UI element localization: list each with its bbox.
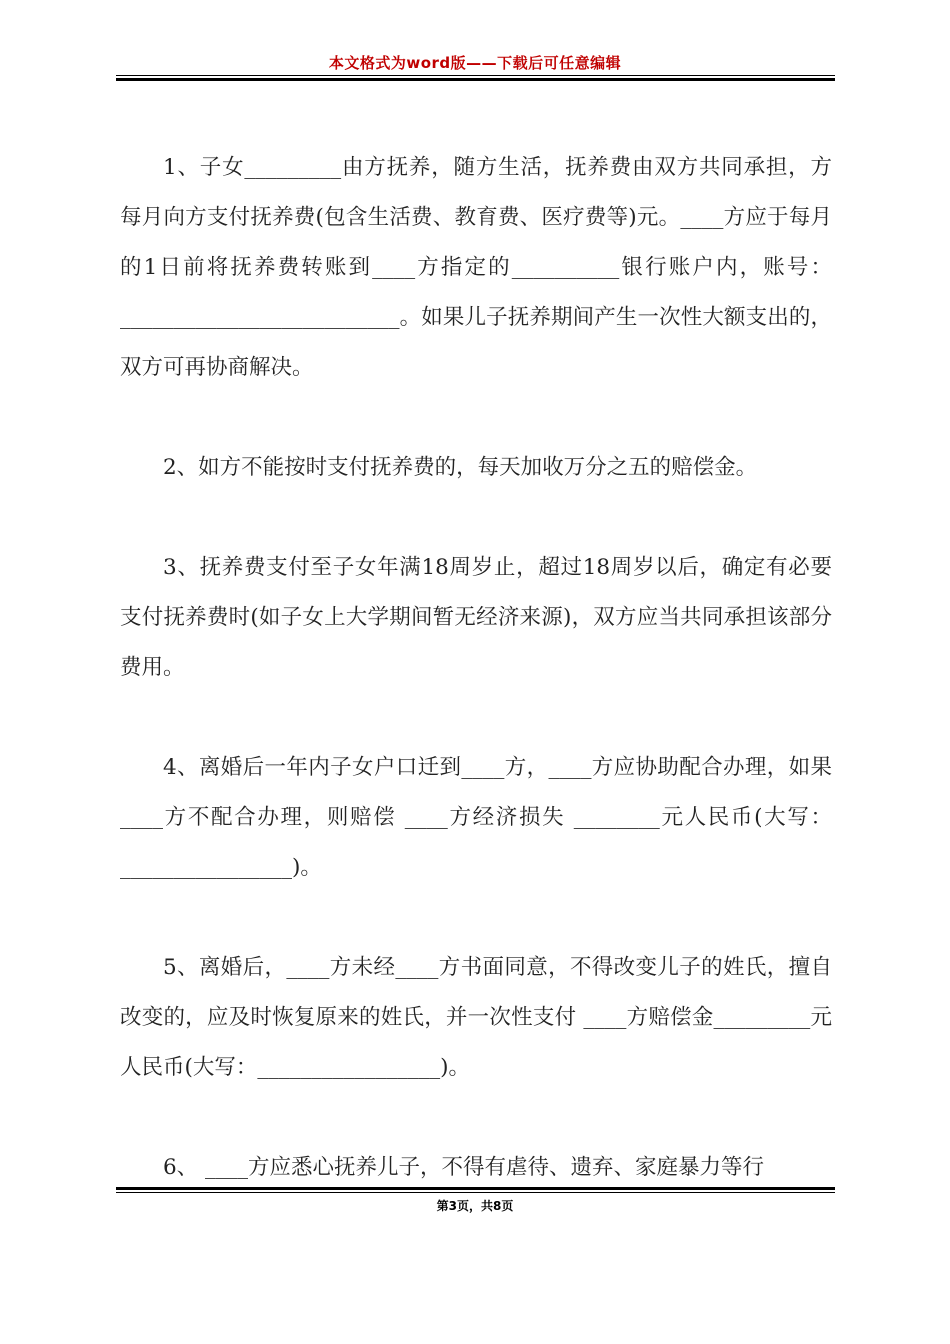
paragraph-child-support: 1、子女_________由方抚养，随方生活，抚养费由双方共同承担，方每月向方支付抚养费(包含生活费、教育费、医疗费等)元。____方应于每月的1日前将抚养费转账到____方指定的__________银行账户内，账号：__________________________。如果儿子抚养期间产生一次性大额支出的，双方可再协商解决。 [120,155,832,380]
document-header-title: 本文格式为word版——下载后可任意编辑 [328,54,622,72]
paragraph-late-penalty: 2、如方不能按时支付抚养费的，每天加收万分之五的赔偿金。 [163,455,758,480]
footer-rule-thick [116,1187,835,1190]
paragraph-surname: 5、离婚后，____方未经____方书面同意，不得改变儿子的姓氏，擅自改变的，应及时恢复原来的姓氏，并一次性支付 ____方赔偿金_________元人民币(大写：_________________)。 [120,955,832,1080]
paragraph-support-duration: 3、抚养费支付至子女年满18周岁止，超过18周岁以后，确定有必要支付抚养费时(如子女上大学期间暂无经济来源)，双方应当共同承担该部分费用。 [120,555,832,680]
page-number: 第3页，共8页 [436,1199,514,1213]
footer-rule-thin [116,1192,835,1193]
paragraph-care-obligation: 6、 ____方应悉心抚养儿子，不得有虐待、遗弃、家庭暴力等行 [163,1155,765,1180]
paragraph-household-registration: 4、离婚后一年内子女户口迁到____方，____方应协助配合办理，如果____方不配合办理，则赔偿 ____方经济损失 ________元人民币(大写：________________)。 [120,755,832,880]
document-body [120,143,832,1193]
header-rule-thin [116,75,835,76]
header-rule-thick [116,78,835,81]
